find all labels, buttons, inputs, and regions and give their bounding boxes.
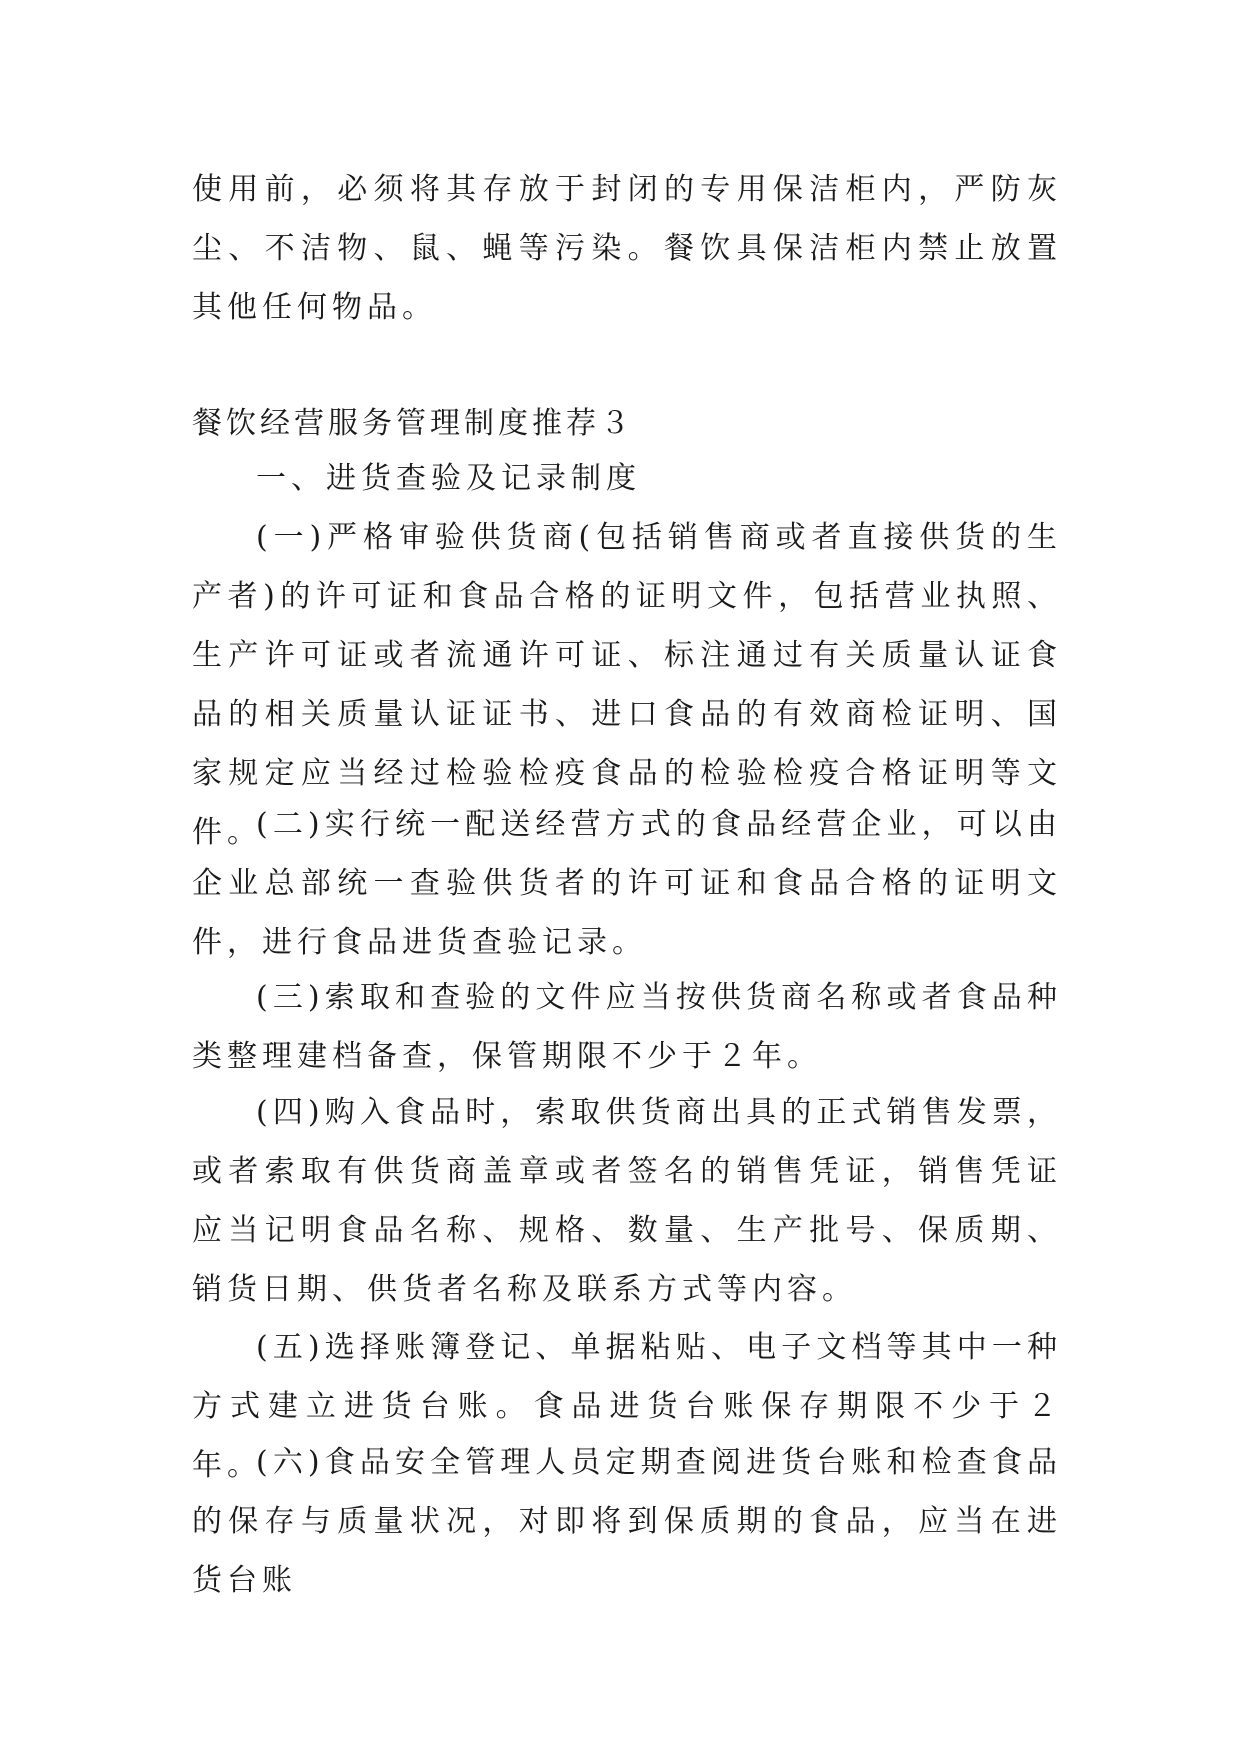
paragraph-continuation: 使用前，必须将其存放于封闭的专用保洁柜内，严防灰尘、不洁物、鼠、蝇等污染。餐饮具保洁柜内禁止放置其他任何物品。 [192,172,1062,325]
paragraph-item-2: (二)实行统一配送经营方式的食品经营企业，可以由企业总部统一查验供货者的许可证和食品合格的证明文件，进行食品进货查验记录。 [192,807,1062,960]
paragraph-item-3: (三)索取和查验的文件应当按供货商名称或者食品种类整理建档备查，保管期限不少于２年。 [192,980,1062,1074]
sub-heading: 一、进货查验及记录制度 [256,461,641,496]
paragraph-item-4: (四)购入食品时，索取供货商出具的正式销售发票，或者索取有供货商盖章或者签名的销售凭证，销售凭证应当记明食品名称、规格、数量、生产批号、保质期、销货日期、供货者名称及联系方式等内容。 [192,1095,1062,1307]
paragraph-item-1: (一)严格审验供货商(包括销售商或者直接供货的生产者)的许可证和食品合格的证明文件，包括营业执照、生产许可证或者流通许可证、标注通过有关质量认证食品的相关质量认证证书、进口食品的有效商检证明、国家规定应当经过检验检疫食品的检验检疫合格证明等文件。 [192,520,1062,850]
paragraph-item-5: (五)选择账簿登记、单据粘贴、电子文档等其中一种方式建立进货台账。食品进货台账保存期限不少于２年。 [192,1330,1062,1483]
section-heading: 餐饮经营服务管理制度推荐３ [192,406,634,441]
paragraph-item-6: (六)食品安全管理人员定期查阅进货台账和检查食品的保存与质量状况，对即将到保质期的食品，应当在进货台账 [192,1445,1062,1598]
